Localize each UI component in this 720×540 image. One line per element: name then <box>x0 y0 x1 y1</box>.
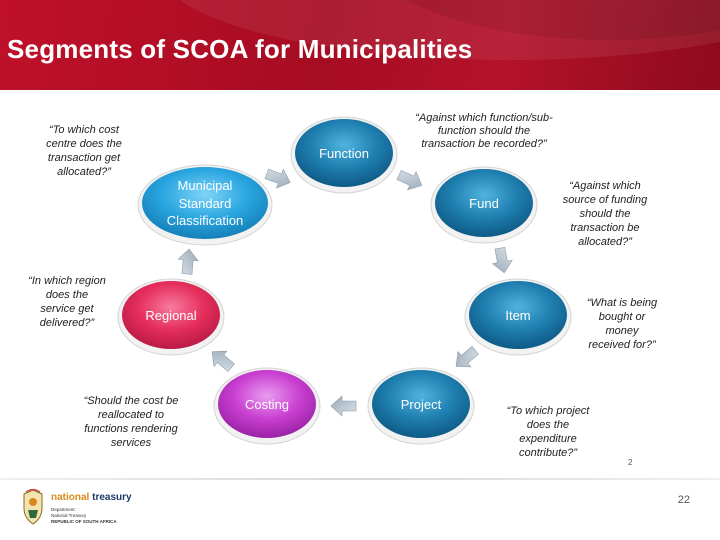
footer-divider <box>0 478 720 480</box>
question-project <box>507 405 591 459</box>
svg-text:does the: does the <box>45 289 89 301</box>
logo-line-1: Department: <box>51 507 76 512</box>
svg-text:allocated?”: allocated?” <box>578 236 632 248</box>
svg-text:bought or: bought or <box>598 311 646 323</box>
logo-wordmark <box>51 492 132 503</box>
logo-line-2: National Treasury <box>51 513 87 518</box>
svg-text:function should the: function should the <box>437 125 531 137</box>
node-project-label: Project <box>400 397 442 412</box>
node-item-label: Item <box>505 308 531 323</box>
node-mscoa-label-2: Standard <box>178 196 232 211</box>
svg-text:transaction be: transaction be <box>570 222 640 234</box>
question-item <box>587 297 658 351</box>
svg-text:“In which region: “In which region <box>28 275 106 287</box>
svg-text:“What is being: “What is being <box>586 297 658 309</box>
svg-text:source of funding: source of funding <box>562 194 648 206</box>
svg-text:“Against which: “Against which <box>569 180 641 192</box>
svg-text:“Should the cost be: “Should the cost be <box>83 395 179 407</box>
logo-wordmark-part1: national <box>51 492 90 503</box>
node-function-label: Function <box>319 146 369 161</box>
svg-text:service get: service get <box>40 303 94 315</box>
node-regional-label: Regional <box>145 308 197 323</box>
svg-text:expenditure: expenditure <box>519 433 577 445</box>
svg-text:delivered?”: delivered?” <box>39 317 95 329</box>
question-costing <box>84 395 179 449</box>
svg-text:“To which cost: “To which cost <box>49 124 119 136</box>
node-mscoa <box>138 165 272 245</box>
national-treasury-logo <box>18 488 158 530</box>
slide-title: Segments of SCOA for Municipalities <box>7 34 473 64</box>
logo-line-3: REPUBLIC OF SOUTH AFRICA <box>51 519 117 524</box>
svg-text:transaction be recorded?”: transaction be recorded?” <box>421 138 547 150</box>
svg-text:“To which project: “To which project <box>506 405 590 417</box>
arrow-project-to-costing <box>331 396 356 416</box>
node-mscoa-label-1: Municipal <box>177 178 233 193</box>
inner-page-number: 2 <box>628 458 633 467</box>
question-function <box>415 112 553 150</box>
arrow-function-to-fund <box>395 166 426 195</box>
scoa-cycle-diagram <box>0 90 720 478</box>
svg-text:allocated?”: allocated?” <box>57 166 111 178</box>
svg-text:reallocated to: reallocated to <box>97 409 165 421</box>
svg-text:contribute?”: contribute?” <box>518 447 578 459</box>
node-fund <box>431 167 537 243</box>
question-regional <box>28 275 106 329</box>
node-function <box>291 117 397 193</box>
arrow-item-to-project <box>450 343 482 374</box>
svg-text:centre does the: centre does the <box>46 138 122 150</box>
svg-text:transaction get: transaction get <box>47 152 121 164</box>
node-regional <box>118 279 224 355</box>
svg-text:“Against which function/sub-: “Against which function/sub- <box>415 112 553 124</box>
node-costing <box>214 368 320 444</box>
svg-text:received for?”: received for?” <box>588 339 656 351</box>
question-fund <box>563 180 648 248</box>
svg-text:functions rendering: functions rendering <box>84 423 178 435</box>
slide-header <box>0 0 720 90</box>
logo-wordmark-part2: treasury <box>89 492 132 503</box>
page-number: 22 <box>677 494 690 506</box>
arrow-costing-to-regional <box>206 344 238 375</box>
arrow-fund-to-item <box>490 246 514 274</box>
svg-text:money: money <box>605 325 639 337</box>
svg-text:should the: should the <box>579 208 631 220</box>
node-costing-label: Costing <box>244 397 290 412</box>
node-item <box>465 279 571 355</box>
node-project <box>368 368 474 444</box>
arrow-regional-to-mscoa <box>177 248 199 275</box>
question-mscoa <box>46 124 122 178</box>
svg-text:does the: does the <box>526 419 570 431</box>
coat-of-arms-icon <box>20 488 46 526</box>
node-mscoa-label-3: Classification <box>166 213 244 228</box>
arrow-mscoa-to-function <box>263 164 293 191</box>
node-fund-label: Fund <box>469 196 499 211</box>
svg-text:services: services <box>110 437 152 449</box>
